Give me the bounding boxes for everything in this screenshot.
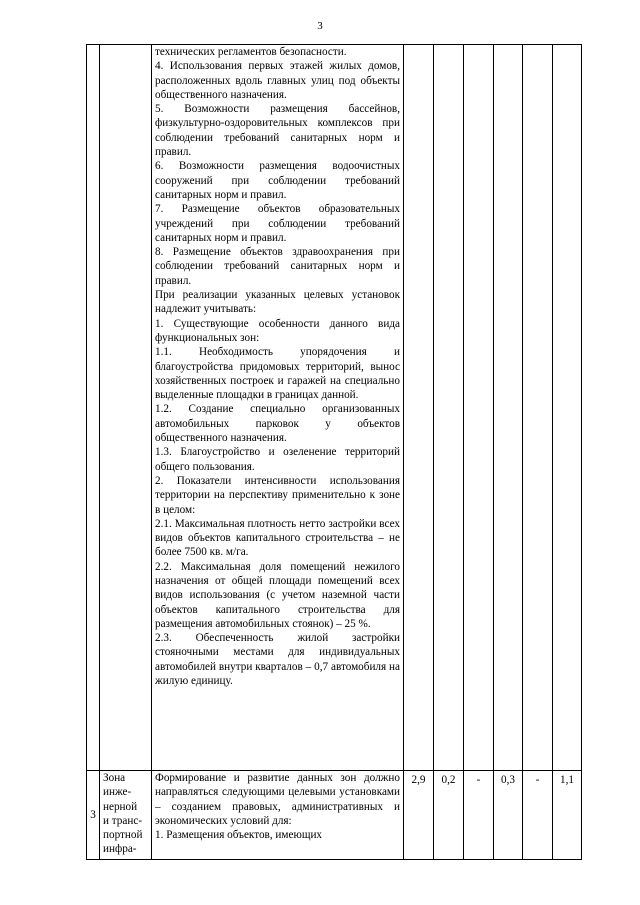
- paragraph: При реализации указанных целевых установок надлежит учитывать:: [155, 289, 400, 316]
- value-cell: 0,2: [434, 771, 464, 860]
- table-row-continuation: [87, 45, 582, 771]
- paragraph: 1. Существующие особенности данного вида функциональных зон:: [155, 317, 400, 344]
- zone-name-line: Зона: [103, 772, 126, 784]
- value-cell: -: [523, 771, 553, 860]
- paragraph: 1.2. Создание специально организованных автомобильных парковок у объектов общественного назначения.: [155, 403, 400, 445]
- page-number: 3: [317, 20, 323, 32]
- value-cell: 0,3: [494, 771, 523, 860]
- value-cell: 1,1: [553, 771, 582, 860]
- paragraph: 6. Возможности размещения водоочистных сооружений при соблюдении требований санитарных норм и правил.: [155, 160, 400, 201]
- paragraph: 4. Использования первых этажей жилых домов, расположенных вдоль главных улиц под объекты общественного назначения.: [155, 60, 400, 101]
- cell-description: [152, 771, 404, 860]
- cell-empty: [494, 45, 523, 771]
- paragraph: 1.3. Благоустройство и озеленение территорий общего пользования.: [155, 446, 400, 473]
- zone-name-line: инфра-: [103, 843, 137, 856]
- cell-zone-empty: [100, 45, 152, 771]
- zone-name-line: портной: [103, 829, 143, 842]
- paragraph: 7. Размещение объектов образовательных учреждений при соблюдении требований санитарных норм и правил.: [155, 203, 400, 244]
- paragraph: 2.3. Обеспеченность жилой застройки стояночными местами для индивидуальных автомобилей внутри кварталов – 0,7 автомобиля на жилую единицу.: [155, 632, 400, 688]
- cell-empty: [523, 45, 553, 771]
- paragraph: 1. Размещения объектов, имеющих: [155, 829, 323, 842]
- value-cell: 2,9: [404, 771, 434, 860]
- cell-empty: [464, 45, 494, 771]
- paragraph: Формирование и развитие данных зон должно направляться следующими целевыми установками – созданием правовых, административных и экономических условий для:: [155, 772, 400, 827]
- paragraph: 2.2. Максимальная доля помещений нежилого назначения от общей площади помещений всех видов использования (с учетом наземной части объектов капитального строительства для размещения автомобильных стоянок) – 25 %.: [155, 560, 400, 630]
- cell-number-empty: [87, 45, 100, 771]
- paragraph: 8. Размещение объектов здравоохранения при соблюдении требований санитарных норм и правил.: [155, 246, 400, 287]
- zone-name-line: инже-: [103, 786, 132, 799]
- zone-name-line: нерной: [103, 800, 138, 813]
- zone-name-line: и транс-: [103, 814, 143, 827]
- table-row-zone-3: [87, 771, 582, 860]
- row-number: 3: [87, 771, 100, 860]
- cell-description: [152, 45, 404, 771]
- paragraph: 1.1. Необходимость упорядочения и благоустройства придомовых территорий, вынос хозяйственных построек и гаражей на специально выделенные площадки в границах данной.: [155, 346, 400, 402]
- paragraph: 2. Показатели интенсивности использования территории на перспективу применительно к зоне в целом:: [155, 474, 400, 516]
- paragraph: технических регламентов безопасности.: [155, 46, 347, 58]
- paragraph: 2.1. Максимальная плотность нетто застройки всех видов объектов капитального строительства – не более 7500 кв. м/га.: [155, 517, 400, 559]
- paragraph: 5. Возможности размещения бассейнов, физкультурно-оздоровительных комплексов при соблюдении требований санитарных норм и правил.: [155, 103, 400, 159]
- cell-empty: [434, 45, 464, 771]
- cell-empty: [404, 45, 434, 771]
- zones-table: [86, 44, 582, 860]
- value-cell: -: [464, 771, 494, 860]
- cell-empty: [553, 45, 582, 771]
- zone-name: [100, 771, 152, 860]
